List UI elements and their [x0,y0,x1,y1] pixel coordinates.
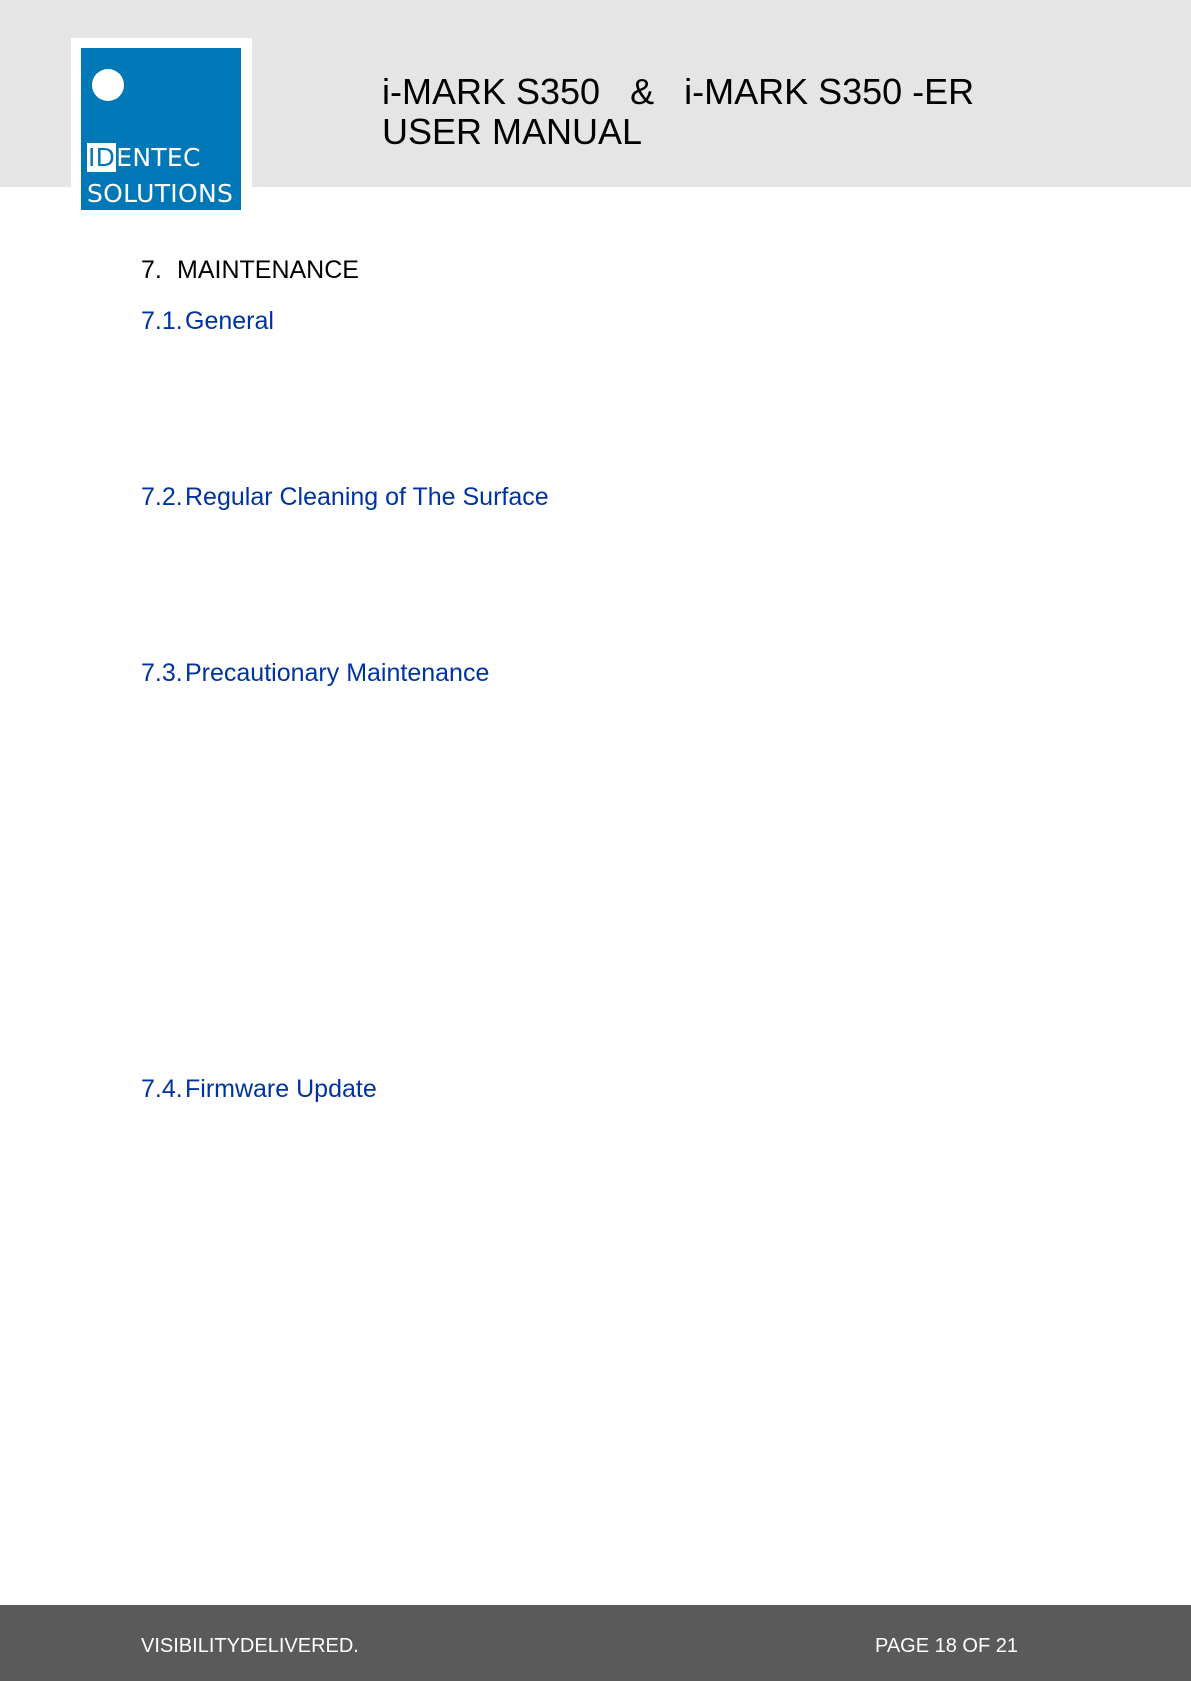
section-number: 7.1. [141,307,183,335]
chapter-title: MAINTENANCE [177,256,359,284]
chapter-heading [141,255,359,285]
section-heading-regular-cleaning [141,482,549,512]
page-number: PAGE 18 OF 21 [874,1635,1018,1657]
chapter-number: 7. [141,256,162,284]
section-title: Precautionary Maintenance [185,659,490,687]
logo-badge [81,48,241,210]
logo-wordmark-line1 [87,145,201,170]
logo-wordmark-rest: ENTEC [116,143,201,172]
document-title: i-MARK S350 & i-MARK S350 -ER [382,71,975,112]
document-subtitle: USER MANUAL [382,111,643,152]
logo-wordmark-line2: SOLUTIONS [87,179,234,208]
section-title: Regular Cleaning of The Surface [185,483,549,511]
section-heading-firmware-update [141,1074,377,1104]
section-heading-precautionary-maintenance [141,658,489,688]
identec-solutions-logo [71,38,252,218]
logo-id-highlight: ID [88,143,116,172]
section-number: 7.3. [141,659,183,687]
section-number: 7.2. [141,483,183,511]
footer-tagline: VISIBILITYDELIVERED. [141,1635,359,1657]
section-title: Firmware Update [185,1075,377,1103]
logo-dot-icon [92,69,124,101]
section-title: General [185,307,274,335]
section-number: 7.4. [141,1075,183,1103]
section-heading-general [141,306,274,336]
